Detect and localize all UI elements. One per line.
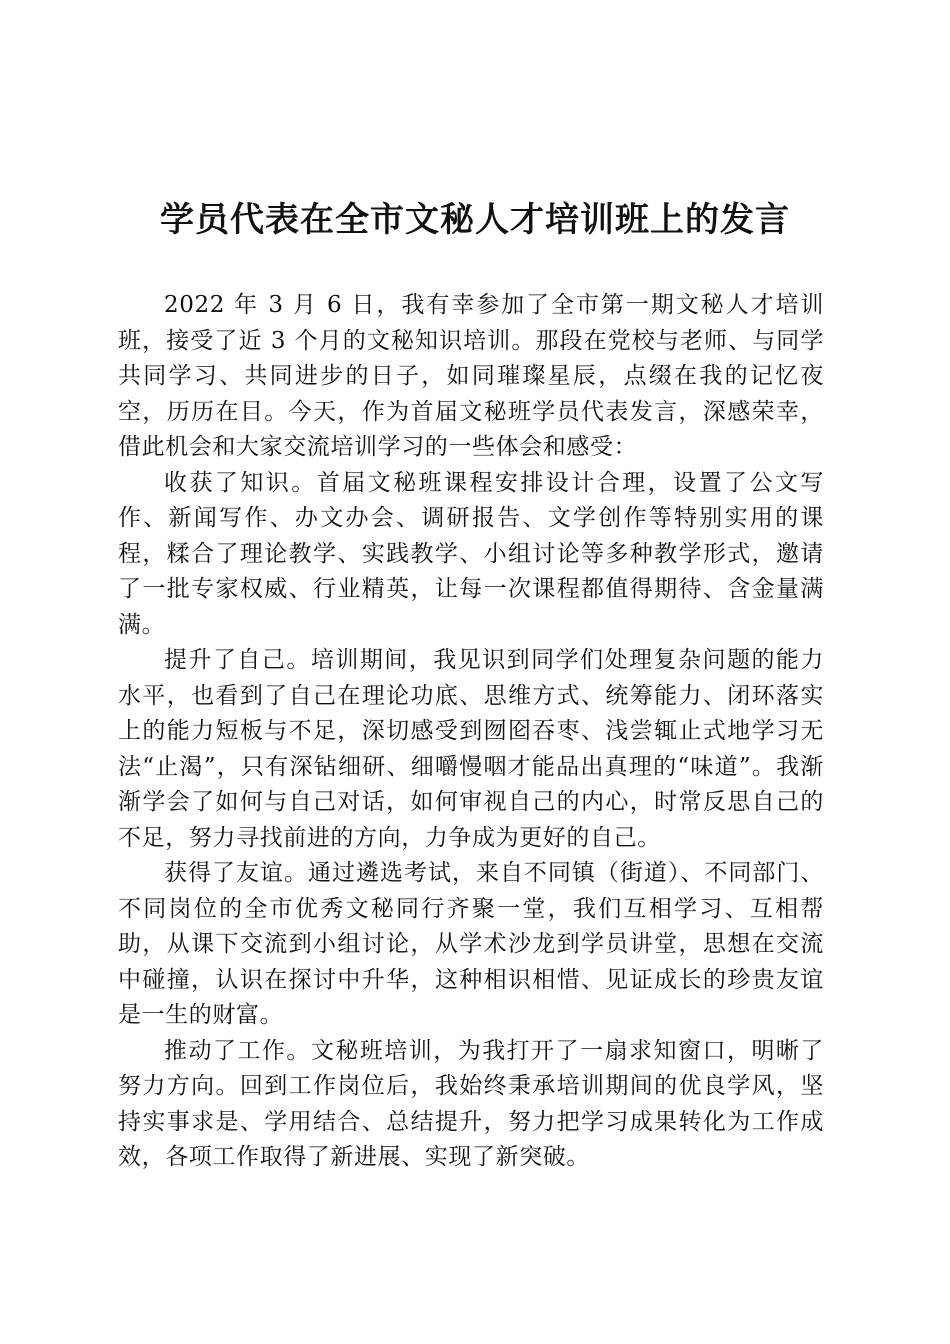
document-title: 学员代表在全市文秘人才培训班上的发言 [160, 200, 790, 240]
paragraph-intro: 2022 年 3 月 6 日，我有幸参加了全市第一期文秘人才培训班，接受了近 3 个月的文秘知识培训。那段在党校与老师、与同学共同学习、共同进步的日子，如同璀璨星辰，点缀在我的记忆夜空，历历在目。今天，作为首届文秘班学员代表发言，深感荣幸，借此机会和大家交流培训学习的一些体会和感受： [118, 292, 824, 460]
document-body [118, 288, 824, 1176]
paragraph-knowledge: 收获了知识。首届文秘班课程安排设计合理，设置了公文写作、新闻写作、办文办会、调研报告、文学创作等特别实用的课程，糅合了理论教学、实践教学、小组讨论等多种教学形式，邀请了一批专家权威、行业精英，让每一次课程都值得期待、含金量满满。 [118, 469, 824, 638]
paragraph-work: 推动了工作。文秘班培训，为我打开了一扇求知窗口，明晰了努力方向。回到工作岗位后，我始终秉承培训期间的优良学风，坚持实事求是、学用结合、总结提升，努力把学习成果转化为工作成效，各项工作取得了新进展、实现了新突破。 [118, 1037, 824, 1170]
paragraph-friendship: 获得了友谊。通过遴选考试，来自不同镇（街道）、不同部门、不同岗位的全市优秀文秘同行齐聚一堂，我们互相学习、互相帮助，从课下交流到小组讨论，从学术沙龙到学员讲堂，思想在交流中碰撞，认识在探讨中升华，这种相识相惜、见证成长的珍贵友谊是一生的财富。 [118, 860, 824, 1028]
paragraph-self-improvement: 提升了自己。培训期间，我见识到同学们处理复杂问题的能力水平，也看到了自己在理论功底、思维方式、统筹能力、闭环落实上的能力短板与不足，深切感受到囫囵吞枣、浅尝辄止式地学习无法“止渴”，只有深钻细研、细嚼慢咽才能品出真理的“味道”。我渐渐学会了如何与自己对话，如何审视自己的内心，时常反思自己的不足，努力寻找前进的方向，力争成为更好的自己。 [118, 647, 824, 851]
